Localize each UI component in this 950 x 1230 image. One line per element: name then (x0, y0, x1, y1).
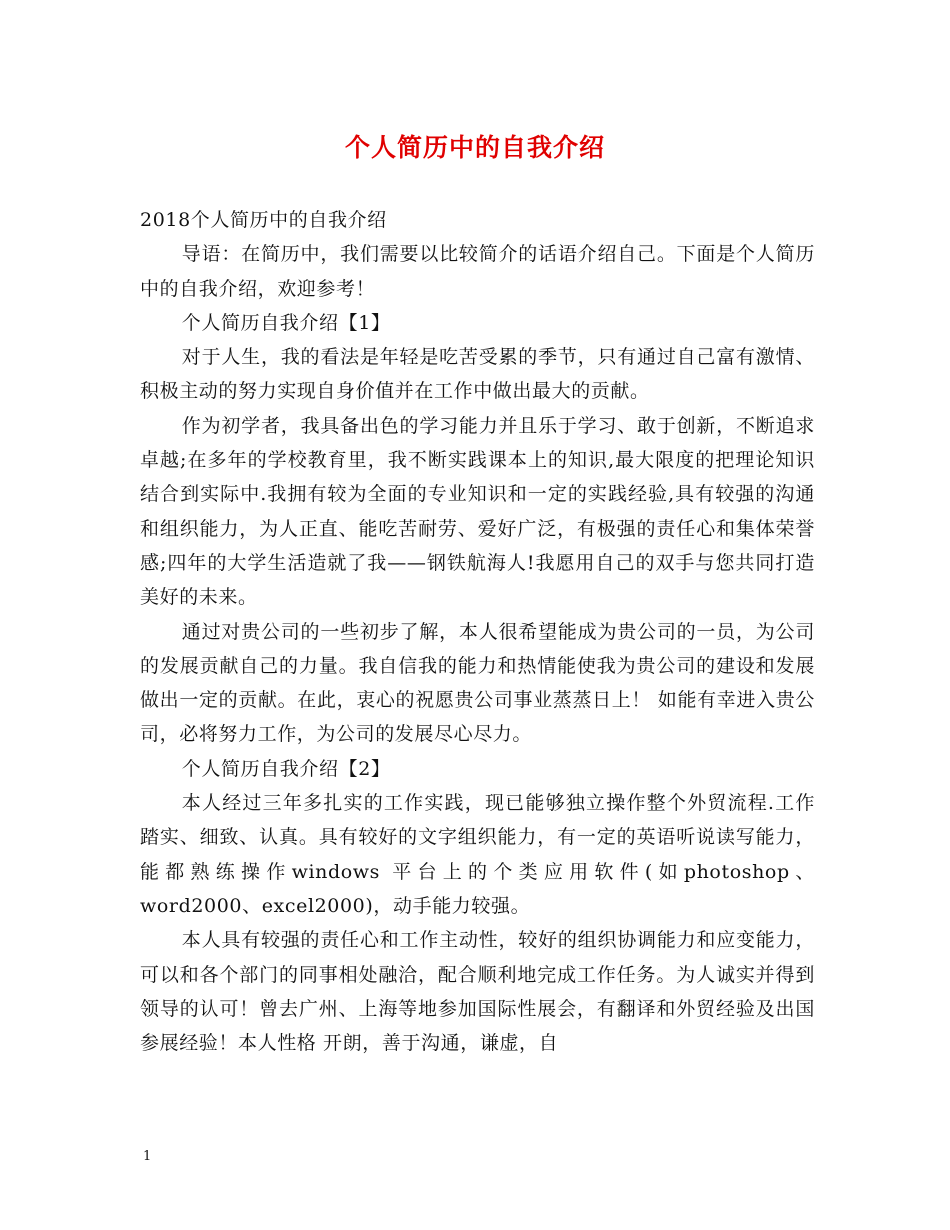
paragraph: 本人经过三年多扎实的工作实践，现已能够独立操作整个外贸流程.工作踏实、细致、认真。具有较好的文字组织能力，有一定的英语听说读写能力，能都熟练操作windows 平台上的个类应用软件(如photoshop、word2000、excel2000)，动手能力较强。 (140, 792, 815, 917)
paragraph: 本人具有较强的责任心和工作主动性，较好的组织协调能力和应变能力，可以和各个部门的同事相处融洽，配合顺利地完成工作任务。为人诚实并得到领导的认可！曾去广州、上海等地参加国际性展会，有翻译和外贸经验及出国参展经验！本人性格 开朗，善于沟通，谦虚，自 (140, 929, 815, 1055)
paragraph: 对于人生，我的看法是年轻是吃苦受累的季节，只有通过自己富有激情、积极主动的努力实现自身价值并在工作中做出最大的贡献。 (140, 346, 815, 403)
paragraph: 通过对贵公司的一些初步了解，本人很希望能成为贵公司的一员，为公司的发展贡献自己的力量。我自信我的能力和热情能使我为贵公司的建设和发展做出一定的贡献。在此，衷心的祝愿贵公司事业蒸蒸日上！ 如能有幸进入贵公司，必将努力工作，为公司的发展尽心尽力。 (140, 620, 815, 746)
paragraph: 导语：在简历中，我们需要以比较简介的话语介绍自己。下面是个人简历中的自我介绍，欢迎参考！ (140, 243, 815, 300)
document-subtitle: 2018个人简历中的自我介绍 (140, 209, 387, 231)
paragraph: 个人简历自我介绍【2】 (181, 757, 391, 780)
page-number: 1 (143, 1149, 152, 1164)
paragraph: 个人简历自我介绍【1】 (181, 311, 391, 334)
document-title: 个人简历中的自我介绍 (344, 133, 605, 162)
paragraph: 作为初学者，我具备出色的学习能力并且乐于学习、敢于创新，不断追求卓越;在多年的学校教育里，我不断实践课本上的知识,最大限度的把理论知识结合到实际中.我拥有较为全面的专业知识和一定的实践经验,具有较强的沟通和组织能力，为人正直、能吃苦耐劳、爱好广泛，有极强的责任心和集体荣誉感;四年的大学生活造就了我——钢铁航海人!我愿用自己的双手与您共同打造美好的未来。 (140, 414, 815, 609)
document-body (140, 203, 815, 1060)
